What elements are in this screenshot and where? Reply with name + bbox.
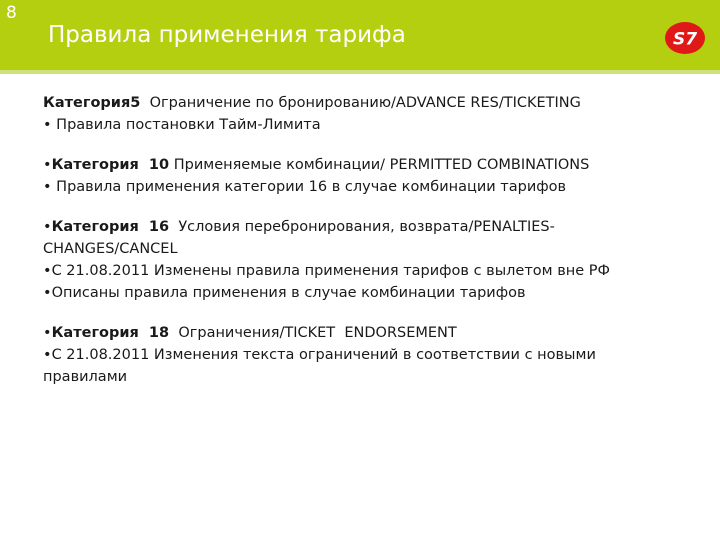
bullet: • xyxy=(43,157,52,173)
category-keyword: Категория 16 xyxy=(51,219,170,235)
line-text: Условия перебронирования, возврата/PENALTIES-CHANGES/CANCEL xyxy=(43,219,555,257)
logo-text: S7 xyxy=(672,29,698,50)
bullet: • xyxy=(43,347,52,363)
line-text: Описаны правила применения в случае комбинации тарифов xyxy=(51,285,526,301)
slide-title: Правила применения тарифа xyxy=(48,22,406,48)
slide-number: 8 xyxy=(6,3,17,23)
line-text: Применяемые комбинации/ PERMITTED COMBINATIONS xyxy=(169,157,590,173)
line-text: Ограничение по бронированию/ADVANCE RES/TICKETING xyxy=(140,95,581,111)
content-line xyxy=(43,260,693,282)
content-block-category-5 xyxy=(43,92,693,136)
line-text: Правила постановки Тайм-Лимита xyxy=(56,117,321,133)
category-keyword: Категория 18 xyxy=(51,325,170,341)
category-keyword: Категория 10 xyxy=(51,157,170,173)
bullet: • xyxy=(43,285,52,301)
content-block-category-18 xyxy=(43,322,693,388)
content-line xyxy=(43,114,693,136)
content-line xyxy=(43,322,693,344)
bullet: • xyxy=(43,117,57,133)
content-line xyxy=(43,154,693,176)
bullet: • xyxy=(43,219,52,235)
bullet: • xyxy=(43,263,52,279)
line-text: Правила применения категории 16 в случае комбинации тарифов xyxy=(56,179,567,195)
content-block-category-10 xyxy=(43,154,693,198)
content-line xyxy=(43,344,653,388)
content-line xyxy=(43,92,693,114)
slide-content xyxy=(43,92,693,388)
line-text: С 21.08.2011 Изменены правила применения тарифов с вылетом вне РФ xyxy=(51,263,610,279)
content-line xyxy=(43,216,623,260)
content-line xyxy=(43,282,693,304)
s7-logo-icon xyxy=(664,21,706,55)
bullet: • xyxy=(43,179,57,195)
header-divider xyxy=(0,70,720,74)
content-block-category-16 xyxy=(43,216,693,304)
line-text: С 21.08.2011 Изменения текста ограничений в соответствии с новыми правилами xyxy=(43,347,596,385)
content-line xyxy=(43,176,693,198)
line-text: Ограничения/TICKET ENDORSEMENT xyxy=(169,325,457,341)
category-keyword: Категория5 xyxy=(43,95,141,111)
bullet: • xyxy=(43,325,52,341)
